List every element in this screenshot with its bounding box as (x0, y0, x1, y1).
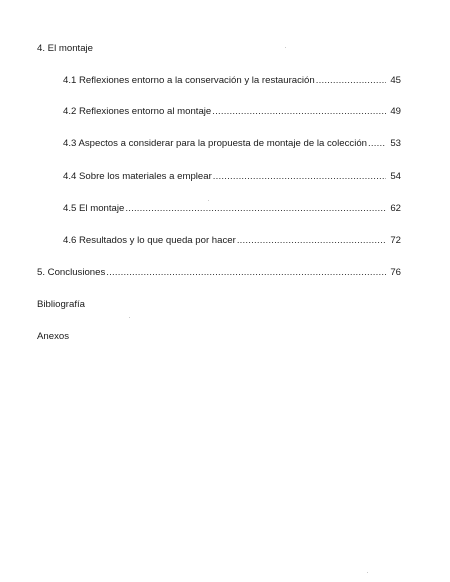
toc-entry-page: 62 (390, 203, 401, 214)
toc-entry-label: 5. Conclusiones (37, 267, 106, 278)
scan-speck (208, 200, 209, 201)
dot-leader (237, 235, 386, 247)
toc-entry-page: 76 (390, 267, 401, 278)
dot-leader (125, 203, 386, 215)
toc-entry-page: 49 (390, 106, 401, 117)
toc-entry-label: 4.1 Reflexiones entorno a la conservación y la restauración (63, 75, 315, 86)
toc-entry-label: 4.2 Reflexiones entorno al montaje (63, 106, 212, 117)
toc-entry-4-2 (63, 106, 401, 118)
toc-entry-4-6 (63, 235, 401, 247)
toc-entry-page: 54 (390, 171, 401, 182)
toc-entry-label: 4.3 Aspectos a considerar para la propuesta de montaje de la colección (63, 138, 367, 149)
toc-entry-chapter-5 (37, 267, 401, 279)
bibliography-heading: Bibliografía (37, 299, 85, 310)
scan-speck (129, 317, 130, 318)
toc-entry-4-4 (63, 171, 401, 183)
chapter-4-heading: 4. El montaje (37, 43, 93, 54)
toc-entry-label: 4.4 Sobre los materiales a emplear (63, 171, 212, 182)
toc-entry-label: 4.5 El montaje (63, 203, 125, 214)
dot-leader (368, 138, 386, 150)
toc-entry-label: 4.6 Resultados y lo que queda por hacer (63, 235, 236, 246)
dot-leader (106, 267, 386, 279)
toc-entry-page: 72 (390, 235, 401, 246)
toc-entry-page: 45 (390, 75, 401, 86)
dot-leader (316, 75, 386, 87)
toc-entry-4-3 (63, 138, 401, 150)
dot-leader (212, 106, 386, 118)
annexes-heading: Anexos (37, 331, 69, 342)
dot-leader (213, 171, 386, 183)
toc-entry-page: 53 (390, 138, 401, 149)
scan-speck (367, 572, 368, 573)
scan-speck (285, 47, 286, 48)
toc-entry-4-5 (63, 203, 401, 215)
toc-entry-4-1 (63, 75, 401, 87)
